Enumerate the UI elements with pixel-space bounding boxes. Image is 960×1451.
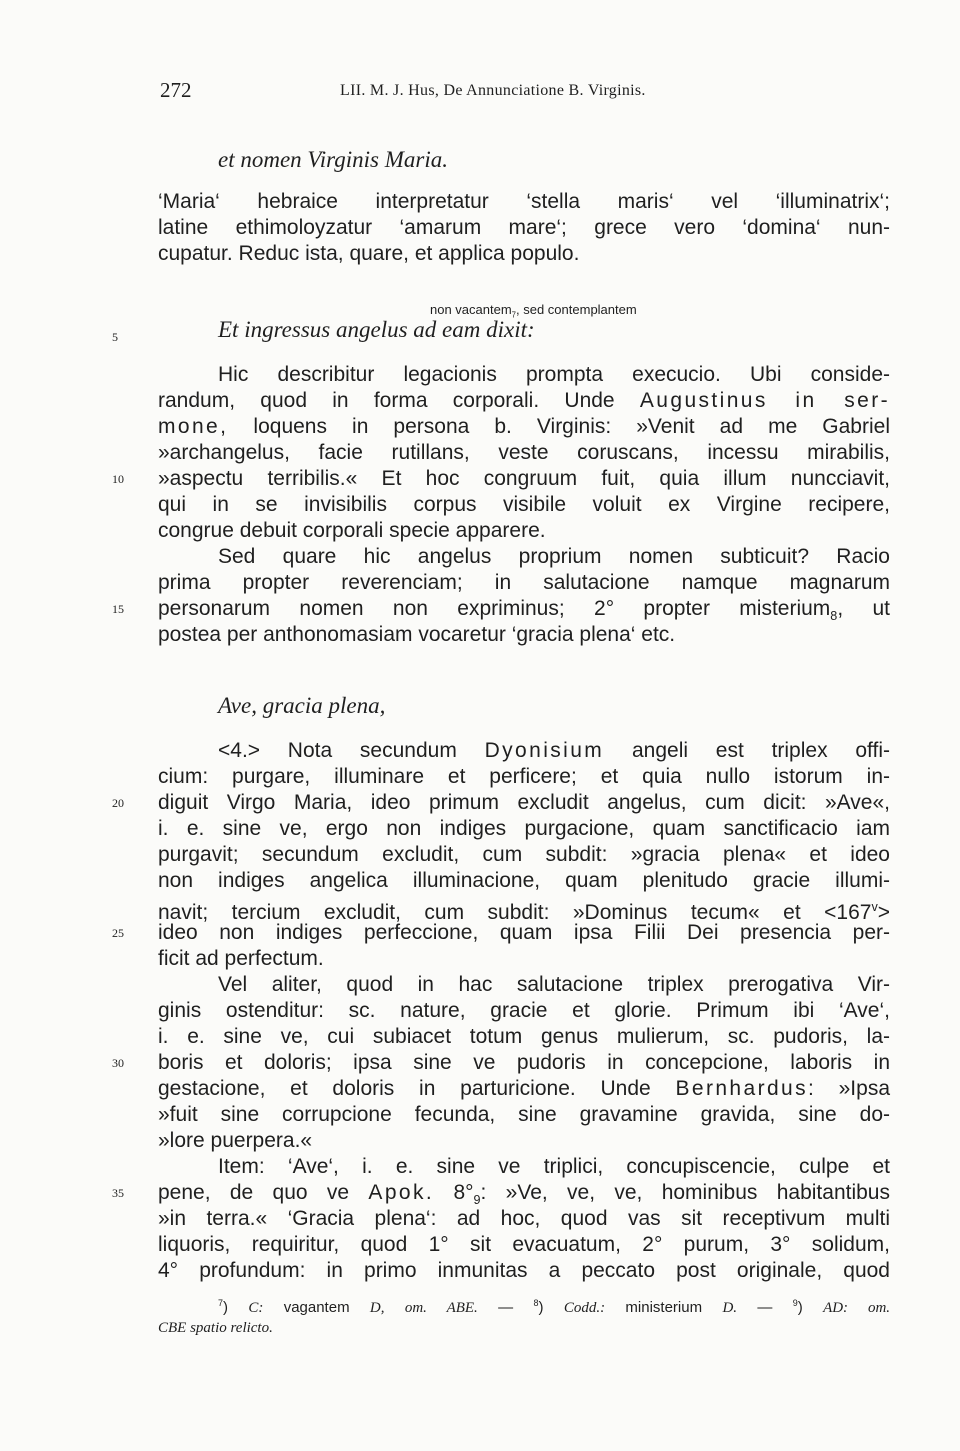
footnote-9: $^9$) AD: om. — [792, 1298, 891, 1316]
text-line: randum, quod in forma corporali. Unde Augustinus in ser- — [158, 389, 890, 412]
text-line: cupatur. Reduc ista, quare, et applica populo. — [158, 242, 580, 265]
footnote-line: $^7$) C: vagantem D, om. ABE. — $^8$) Codd.: ministerium D. — $^9$) AD: om. — [218, 1298, 891, 1316]
interlinear-gloss: non vacantem$_7$, sed contemplantem — [430, 302, 637, 320]
text-line: Sed quare hic angelus proprium nomen subticuit? Racio — [218, 545, 890, 568]
text-line: liquoris, requiritur, quod 1° sit evacuatum, 2° purum, 3° solidum, — [158, 1233, 890, 1256]
text-line: i. e. sine ve, cui subiacet totum genus mulierum, sc. pudoris, la- — [158, 1025, 890, 1048]
line-number: 10 — [112, 472, 124, 486]
text-line: navit; tercium excludit, cum subdit: »Dominus tecum« et $<167^v>$ — [158, 900, 890, 924]
text-line: Hic describitur legacionis prompta execucio. Ubi conside- — [218, 363, 890, 386]
text-line: congrue debuit corporali specie apparere. — [158, 519, 546, 542]
page-header — [160, 78, 900, 108]
text-line: prima propter reverenciam; in salutacione namque magnarum — [158, 571, 890, 594]
text-line: ginis ostenditur: sc. nature, gracie et glorie. Primum ibi ‘Ave‘, — [158, 999, 890, 1022]
text-line: »archangelus, facie rutillans, veste coruscans, incessu mirabilis, — [158, 441, 890, 464]
footnote-line: CBE spatio relicto. — [158, 1320, 273, 1336]
section-heading-ave: Ave, gracia plena, — [218, 693, 386, 718]
line-number: 25 — [112, 926, 124, 940]
text-line: <4.> Nota secundum Dyonisium angeli est triplex offi- — [218, 739, 890, 762]
text-line: purgavit; secundum excludit, cum subdit: »gracia plena« et ideo — [158, 843, 890, 866]
text-line: diguit Virgo Maria, ideo primum excludit angelus, cum dicit: »Ave«, — [158, 791, 890, 814]
text-line: gestacione, et doloris in parturicione. Unde Bernhardus: »Ipsa — [158, 1077, 890, 1100]
text-line: cium: purgare, illuminare et perficere; et quia nullo istorum in- — [158, 765, 890, 788]
running-title: LII. M. J. Hus, De Annunciatione B. Virginis. — [340, 82, 646, 99]
text-line: ficit ad perfectum. — [158, 947, 324, 970]
line-number: 5 — [112, 330, 118, 344]
text-line: postea per anthonomasiam vocaretur ‘gracia plena‘ etc. — [158, 623, 676, 646]
text-line: mone, loquens in persona b. Virginis: »Venit ad me Gabriel — [158, 415, 890, 438]
section-heading-ingressus: Et ingressus angelus ad eam dixit: — [218, 317, 535, 342]
footnote-7: $^7$) C: vagantem D, om. ABE. — [218, 1298, 478, 1316]
text-line: boris et doloris; ipsa sine ve pudoris in concepcione, laboris in — [158, 1051, 890, 1074]
text-line: »in terra.« ‘Gracia plena‘: ad hoc, quod vas sit receptivum multi — [158, 1207, 890, 1230]
text-line: »aspectu terribilis.« Et hoc congruum fuit, quia illum nuncciavit, — [158, 467, 890, 490]
footnote-8: $^8$) Codd.: ministerium D. — [533, 1298, 738, 1316]
line-number: 15 — [112, 602, 124, 616]
text-line: non indiges angelica illuminacione, quam plenitudo gracie illumi- — [158, 869, 890, 892]
line-number: 20 — [112, 796, 124, 810]
text-line: Vel aliter, quod in hac salutacione triplex prerogativa Vir- — [218, 973, 890, 996]
text-line: 4° profundum: in primo inmunitas a peccato post originale, quod — [158, 1259, 890, 1282]
section-heading-nomen: et nomen Virginis Maria. — [218, 147, 448, 172]
text-line: i. e. sine ve, ergo non indiges purgacione, quam sanctificacio iam — [158, 817, 890, 840]
folio-marker: $<167^v>$ — [824, 900, 890, 924]
text-line: personarum nomen non expriminus; 2° propter misterium$_8$, ut — [158, 597, 890, 624]
text-line: ideo non indiges perfeccione, quam ipsa Filii Dei presencia per- — [158, 921, 890, 944]
text-line: pene, de quo ve Apok. $8^\circ_9$: »Ve, ve, ve, hominibus habitantibus — [158, 1181, 890, 1208]
text-line: »fuit sine corrupcione fecunda, sine gravamine gravida, sine do- — [158, 1103, 890, 1126]
text-line: qui in se invisibilis corpus visibile voluit ex Virgine recipere, — [158, 493, 890, 516]
page-number: 272 — [160, 78, 192, 102]
line-number: 35 — [112, 1186, 124, 1200]
text-line: Item: ‘Ave‘, i. e. sine ve triplici, concupiscencie, culpe et — [218, 1155, 890, 1178]
text-line: latine ethimoloyzatur ‘amarum mare‘; grece vero ‘domina‘ nun- — [158, 216, 890, 239]
text-line: ‘Maria‘ hebraice interpretatur ‘stella maris‘ vel ‘illuminatrix‘; — [158, 190, 890, 213]
line-number: 30 — [112, 1056, 124, 1070]
text-line: »lore puerpera.« — [158, 1129, 313, 1152]
